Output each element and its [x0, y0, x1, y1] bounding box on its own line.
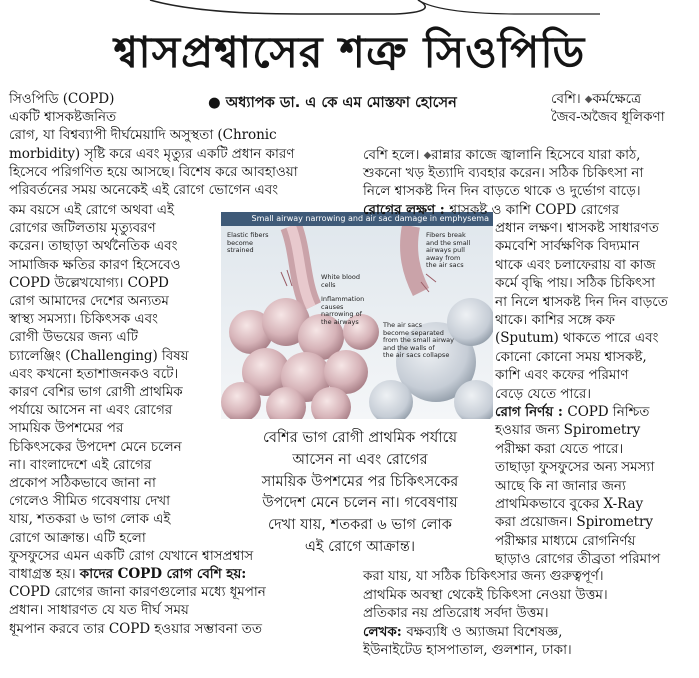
diamond-bullet-icon: ◆ [584, 94, 593, 105]
text-line: প্রধান লক্ষণ। শ্বাসকষ্ট সাধারণত [495, 220, 659, 236]
text-line: থাকে। কাশির সঙ্গে কফ [495, 312, 616, 328]
pull-quote-line: উপদেশ মেনে চলেন না। গবেষণায় [262, 494, 458, 512]
body-text: শ্বাসকষ্ট ও কাশি COPD রোগের [449, 201, 619, 218]
text-line: পরীক্ষা করা যেতে পারে। [495, 440, 624, 457]
text-line: সিওপিডি (COPD) [9, 91, 115, 107]
text-line: একটি শ্বাসকষ্টজনিত [9, 109, 117, 126]
text-line: নিলে শ্বাসকষ্ট দিন দিন বাড়তে থাকে ও দুর্ভোগ বাড়ে। [363, 183, 641, 200]
body-text: বেশি। [551, 91, 585, 107]
text-line: COPD উল্লেখযোগ্য। COPD [9, 274, 169, 291]
text-line: সামাজিক ক্ষতির কারণ হিসেবেও [9, 256, 181, 273]
figure-label-fibers: Fibers break and the small airways pull away from the air sacs [426, 231, 471, 269]
text-line [551, 91, 641, 108]
text-line: প্রতিকার নয় প্রতিরোধ সর্বদা উত্তম। [363, 605, 549, 622]
text-line: চ্যালেঞ্জিং (Challenging) বিষয় [9, 347, 189, 364]
text-line: প্রাথমিকভাবে বুকের X-Ray [495, 496, 644, 512]
text-line: কম বয়সে এই রোগে অথবা এই [9, 202, 174, 218]
text-line: না। বাংলাদেশে এই রোগের [9, 456, 152, 473]
text-line: কমবেশি সার্বক্ষণিক বিদ্যমান [495, 238, 640, 255]
text-line: হিসেবে পরিগণিত হয়ে আসছে। বিশেষ করে আবহাওয়া [9, 163, 298, 180]
body-text: কর্মক্ষেত্রে [592, 91, 641, 107]
text-line: morbidity) সৃষ্টি করে এবং মৃত্যুর একটি প্রধান কারণ [9, 145, 295, 162]
text-line: আছে কি না জানার জন্য [495, 477, 626, 494]
text-line: কাশি এবং কফের পরিমাণ [495, 367, 629, 384]
text-line [9, 566, 246, 583]
figure-label-wbc: White blood cells [321, 273, 360, 289]
diamond-bullet-icon: ◆ [423, 150, 432, 161]
text-line: প্রকোপ সঠিকভাবে জানা না [9, 475, 156, 491]
text-line: রোগী উভয়ের জন্য এটি [9, 329, 138, 346]
pull-quote-line: বেশির ভাগ রোগী প্রাথমিক পর্যায়ে [262, 429, 458, 446]
text-line: ফুসফুসের এমন একটি রোগ যেখানে শ্বাসপ্রশ্বাস [9, 547, 254, 564]
subheading: রোগ নির্ণয় : [495, 404, 568, 420]
emphysema-figure [221, 212, 493, 419]
top-ornament [0, 0, 699, 20]
subheading: কাদের COPD রোগ বেশি হয়: [79, 566, 247, 582]
text-line: করা যায়, যা সঠিক চিকিৎসার জন্য গুরুত্বপূর্ণ। [363, 568, 604, 584]
figure-label-airsacs: The air sacs become separated from the small airway and the walls of the air sacs collapse [383, 321, 454, 359]
pull-quote-line: এই রোগে আক্রান্ত। [304, 537, 416, 555]
text-line: জৈব-অজৈব ধূলিকণা [551, 109, 665, 126]
headline: শ্বাসপ্রশ্বাসের শত্রু সিওপিডি [113, 28, 586, 78]
subheading: লেখক: [363, 623, 407, 640]
text-line: ধূমপান করবে তার COPD হওয়ার সম্ভাবনা তত [9, 620, 262, 637]
text-line: (Sputum) থাকতে পারে এবং [495, 330, 659, 347]
body-text: বক্ষব্যধি ও অ্যাজমা বিশেষজ্ঞ, [406, 623, 563, 640]
text-line: সাময়িক উপশমের পর [9, 420, 124, 437]
text-line: বেড়ে যেতে পারে। [495, 385, 591, 402]
text-line: এবং কখনো হতাশাজনকও বটে। [9, 365, 179, 382]
text-line: চিকিৎসকের উপদেশ মেনে চলেন [9, 438, 182, 455]
text-line [363, 147, 640, 164]
text-line [495, 404, 649, 421]
text-line: তাছাড়া ফুসফুসের অন্য সমস্যা [495, 459, 655, 476]
text-line: ইউনাইটেড হাসপাতাল, গুলশান, ঢাকা। [363, 642, 572, 659]
figure-title: Small airway narrowing and air sac damage in emphysema [221, 212, 493, 226]
pull-quote-line: আসেন না এবং রোগের [292, 450, 428, 468]
text-line: শুকনো খড় ইত্যাদি ব্যবহার করেন। সঠিক চিকিৎসা না [363, 165, 644, 182]
text-line: রোগ আমাদের দেশের অন্যতম [9, 293, 169, 309]
body-text: বেশি হলে। [363, 147, 424, 163]
text-line: রোগে আক্রান্ত। এটি হলো [9, 529, 146, 546]
pull-quote-line: সাময়িক উপশমের পর চিকিৎসকের [261, 472, 459, 490]
text-line: কর্মে বৃদ্ধি পায়। সঠিক চিকিৎসা [495, 275, 655, 292]
text-line: ছাড়াও রোগের তীব্রতা পরিমাপ [495, 551, 661, 568]
text-line: রোগের জটিলতায় মৃত্যুবরণ [9, 220, 156, 237]
pull-quote [226, 427, 494, 558]
text-line: থাকে এবং চলাফেরায় বা কাজ [495, 256, 656, 273]
text-line: রোগ, যা বিশ্বব্যাপী দীর্ঘমেয়াদি অসুস্থতা (Chronic [9, 127, 277, 144]
text-line: পরীক্ষার মাধ্যমে রোগনির্ণয় [495, 532, 636, 549]
text-line: করেন। তাছাড়া অর্থনৈতিক এবং [9, 238, 178, 255]
pull-quote-line: দেখা যায়, শতকরা ৬ ভাগ লোক [268, 516, 452, 534]
text-line: পরিবর্তনের সময় অনেকেই এই রোগে ভোগেন এবং [9, 182, 279, 198]
body-text: COPD নিশ্চিত [567, 404, 650, 420]
body-text: রান্নার কাজে জ্বালানি হিসেবে যারা কাঠ, [431, 147, 641, 163]
text-line: কারণ বেশির ভাগ রোগী প্রাথমিক [9, 384, 183, 400]
text-line: প্রধান। সাধারণত যে যত দীর্ঘ সময় [9, 602, 189, 619]
text-line [363, 202, 619, 219]
subheading: রোগের লক্ষণ : [363, 201, 450, 218]
text-line [363, 624, 562, 641]
figure-label-elastic: Elastic fibers become strained [227, 231, 269, 254]
text-line: গেলেও সীমিত গবেষণায় দেখা [9, 493, 171, 510]
text-line: পর্যায়ে আসেন না এবং রোগের [9, 402, 173, 419]
text-line: করা প্রয়োজন। Spirometry [495, 514, 653, 531]
body-text: বাধাগ্রস্ত হয়। [9, 566, 80, 582]
text-line: COPD রোগের জানা কারণগুলোর মধ্যে ধূমপান [9, 584, 266, 601]
text-line: স্বাস্থ্য সমস্যা। চিকিৎসক এবং [9, 311, 158, 328]
text-line: যায়, শতকরা ৬ ভাগ লোক এই [9, 511, 171, 528]
byline-bullet-icon: ● [208, 95, 221, 111]
text-line: প্রাথমিক অবস্থা থেকেই চিকিৎসা নেওয়া উত্তম। [363, 586, 608, 603]
text-line: হওয়ার জন্য Spirometry [495, 422, 641, 439]
byline [208, 92, 457, 116]
text-line: কোনো কোনো সময় শ্বাসকষ্ট, [495, 348, 647, 365]
author-name: অধ্যাপক ডা. এ কে এম মোস্তফা হোসেন [225, 95, 457, 111]
figure-label-inflammation: Inflammation causes narrowing of the airways [321, 295, 365, 326]
text-line: না নিলে শ্বাসকষ্ট দিন দিন বাড়তে [495, 293, 668, 310]
